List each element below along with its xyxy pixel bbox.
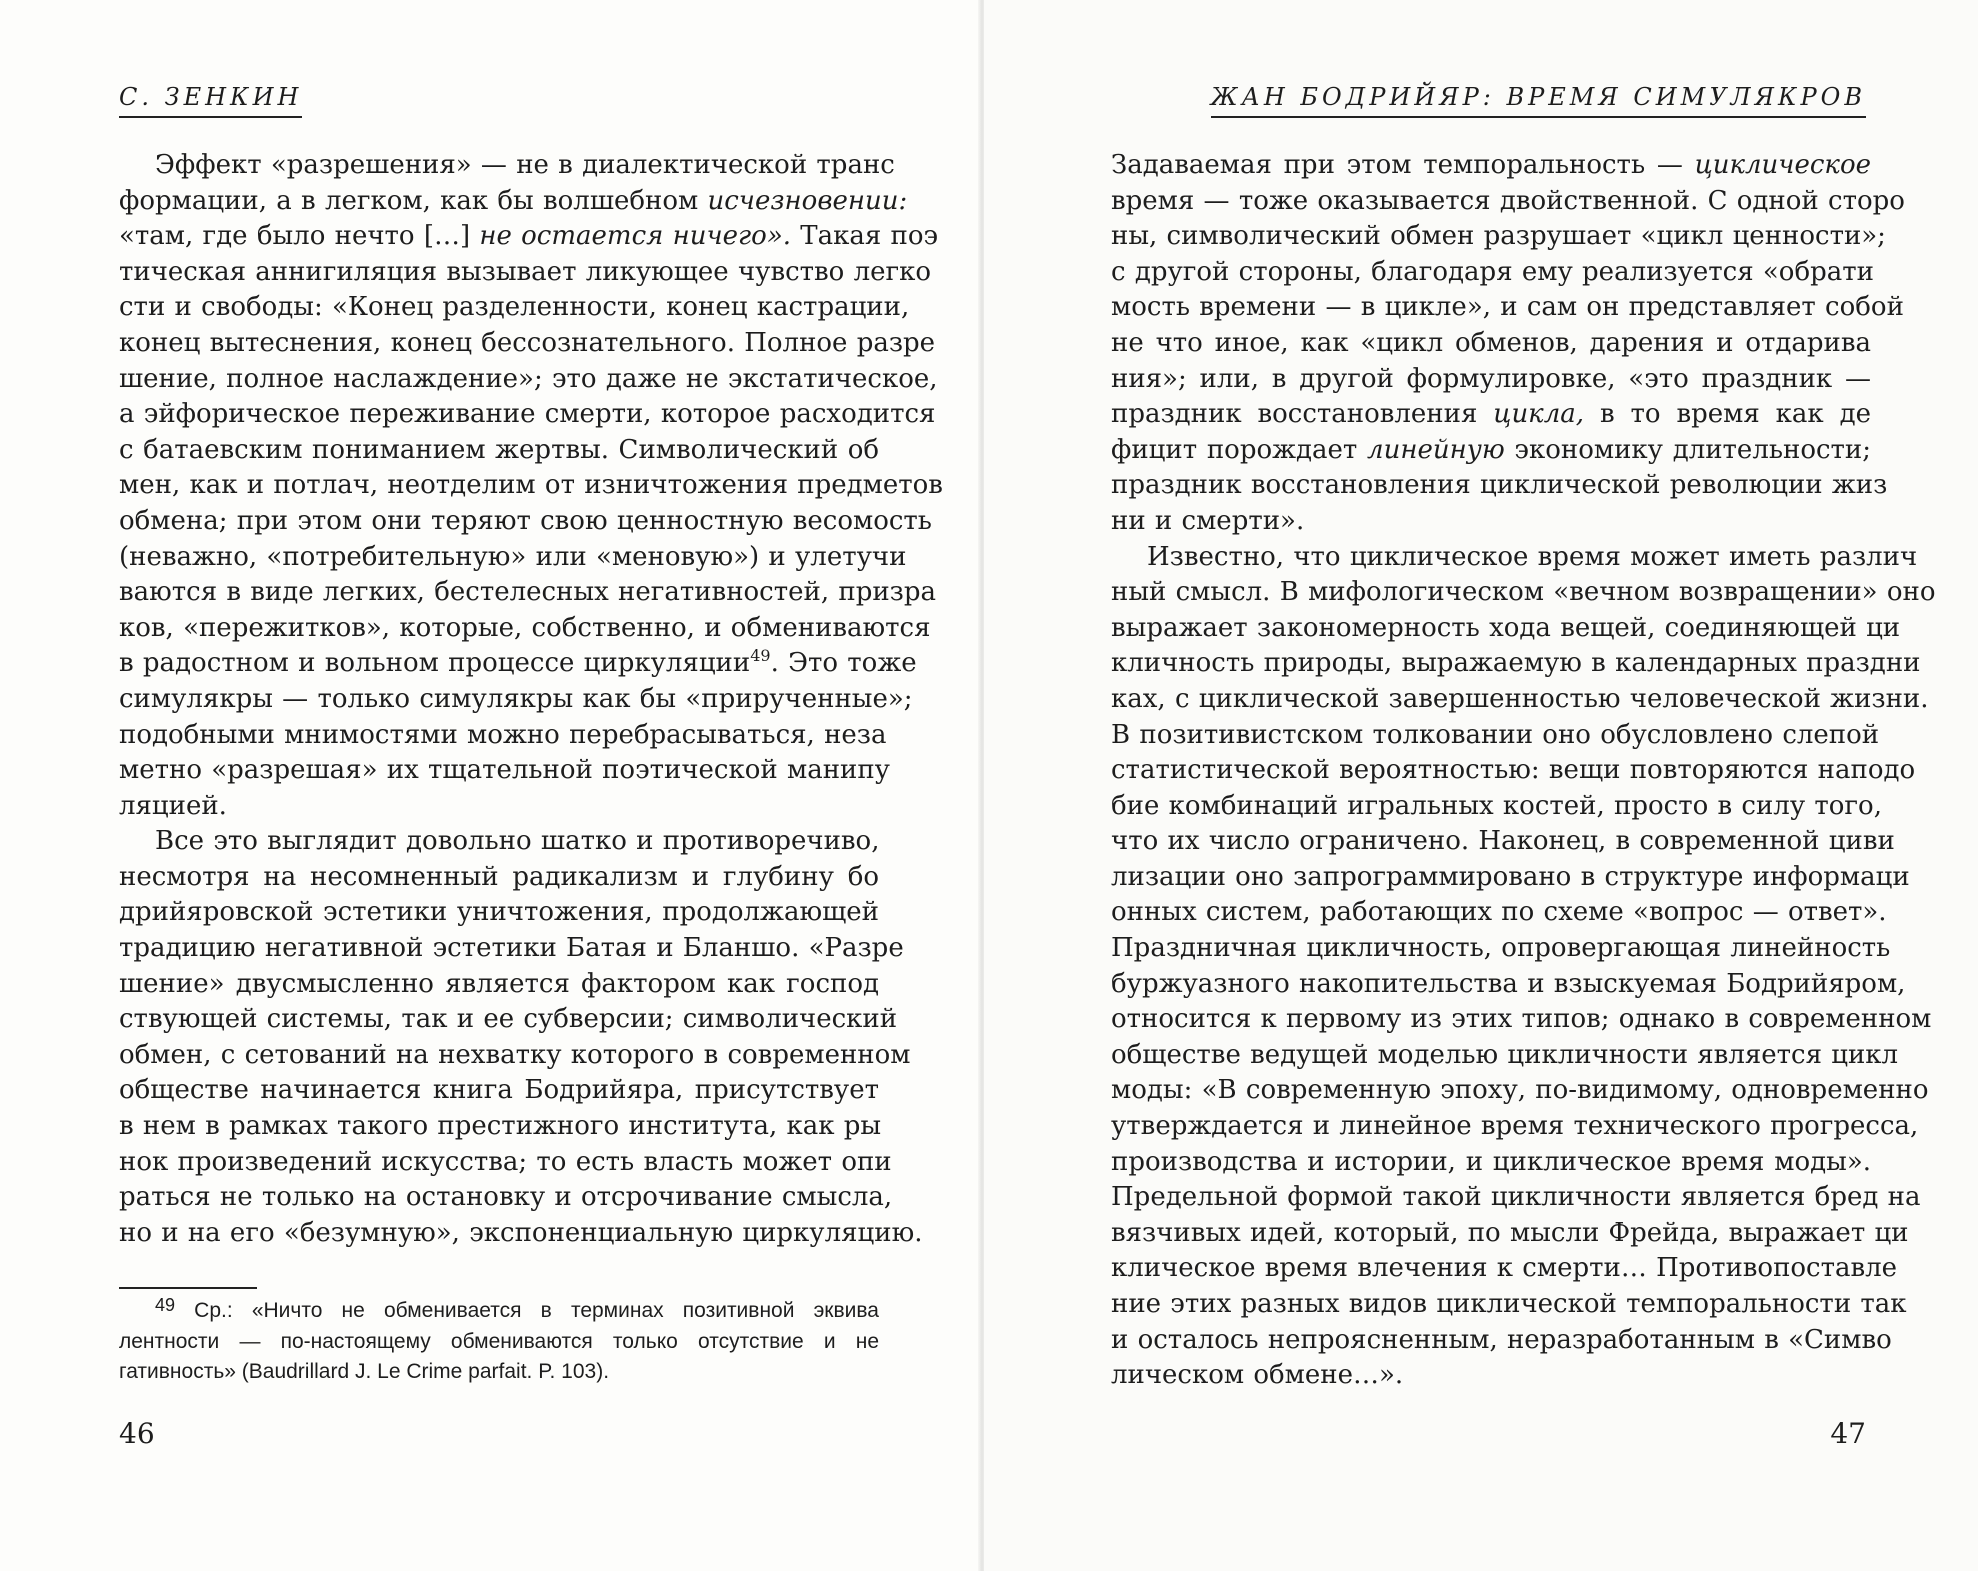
text-run: Все это выглядит довольно шатко и противоречиво, <box>155 826 880 857</box>
text-line <box>119 433 879 469</box>
text-run: ния»; или, в другой формулировке, «это праздник — <box>1111 363 1871 394</box>
text-run: гативность» (Baudrillard J. Le Crime parfait. P. 103). <box>119 1360 610 1383</box>
text-run: ляцией. <box>119 790 227 821</box>
text-run: ный смысл. В мифологическом «вечном возвращении» оно <box>1111 577 1936 608</box>
text-line <box>119 718 887 754</box>
text-run: ствующей системы, так и ее субверсии; символический <box>119 1004 898 1035</box>
left-page <box>0 0 982 1571</box>
running-head-title: ЖАН БОДРИЙЯР: ВРЕМЯ СИМУЛЯКРОВ <box>1211 80 1866 118</box>
text-run: формации, а в легком, как бы волшебном <box>119 185 708 216</box>
text-line <box>1111 1216 1909 1252</box>
text-run: относится к первому из этих типов; однако в современном <box>1111 1004 1932 1035</box>
text-run: Предельной формой такой цикличности является бред на <box>1111 1182 1921 1213</box>
text-run: не остается ничего». <box>479 221 792 252</box>
text-run: экономику длительности; <box>1504 434 1872 465</box>
text-run: ваются в виде легких, бестелесных негативностей, призра <box>119 577 936 608</box>
text-line <box>1111 1109 1919 1145</box>
text-run: Эффект «разрешения» — не в диалектической транс <box>155 150 895 180</box>
text-line <box>1111 718 1880 754</box>
text-line <box>119 1002 898 1038</box>
text-run: ках, с циклической завершенностью человеческой жизни. <box>1111 683 1929 714</box>
text-line <box>1111 1180 1921 1216</box>
text-line <box>1111 646 1921 682</box>
text-line <box>1111 184 1905 220</box>
text-run: лическом обмене…». <box>1111 1360 1404 1391</box>
text-line <box>1111 540 1918 576</box>
text-run: конец вытеснения, конец бессознательного. Полное разре <box>119 327 936 358</box>
text-line <box>1111 931 1891 967</box>
text-run: Праздничная цикличность, опровергающая линейность <box>1111 933 1891 964</box>
text-line <box>1111 397 1871 433</box>
text-run: шение, полное наслаждение»; это даже не экстатическое, <box>119 363 938 394</box>
text-run: праздник восстановления <box>1111 399 1494 430</box>
text-line <box>119 1357 879 1388</box>
text-line <box>1111 1073 1929 1109</box>
text-run: традицию негативной эстетики Батая и Бланшо. «Разре <box>119 933 904 964</box>
text-run: подобными мнимостями можно перебрасываться, неза <box>119 719 887 750</box>
text-run: Ср.: «Ничто не обменивается в терминах позитивной эквива <box>175 1299 879 1322</box>
text-line <box>1111 504 1871 540</box>
text-line <box>119 753 890 789</box>
text-run: ние этих разных видов циклической темпоральности так <box>1111 1289 1907 1319</box>
text-run: симулякры — только симулякры как бы «прирученные»; <box>119 683 913 714</box>
text-run: лентности — по-настоящему обмениваются только отсутствие и не <box>119 1329 879 1353</box>
text-line <box>1111 1038 1899 1074</box>
text-line <box>1111 575 1936 611</box>
text-line <box>119 1038 911 1074</box>
text-line <box>1111 290 1904 326</box>
running-head-author: С. ЗЕНКИН <box>119 80 302 118</box>
text-line <box>119 860 879 896</box>
text-run: мость времени — в цикле», и сам он представляет собой <box>1111 292 1904 323</box>
text-run: Такая поэ <box>791 221 939 252</box>
text-line <box>119 540 907 576</box>
text-run: клическое время влечения к смерти… Противопоставле <box>1111 1253 1898 1284</box>
text-run: «там, где было нечто […] <box>119 221 480 252</box>
text-run: дрийяровской эстетики уничтожения, продолжающей <box>119 897 879 928</box>
text-run: моды: «В современную эпоху, по-видимому, одновременно <box>1111 1075 1929 1106</box>
text-line <box>119 1296 879 1327</box>
text-line <box>1111 362 1871 398</box>
text-run: ни и смерти». <box>1111 505 1305 536</box>
left-body-text <box>119 148 943 1251</box>
text-run: и осталось непроясненным, неразработанным в «Симво <box>1111 1324 1892 1355</box>
text-line <box>119 397 936 433</box>
text-line <box>1111 1251 1898 1287</box>
text-run: ны, символический обмен разрушает «цикл ценности»; <box>1111 221 1886 252</box>
right-page <box>984 0 1978 1571</box>
text-run: обмена; при этом они теряют свою ценностную весомость <box>119 505 932 536</box>
text-run: линейную <box>1367 434 1505 465</box>
text-line <box>119 895 879 931</box>
footnote-ref: 49 <box>750 646 771 666</box>
text-line <box>119 824 879 860</box>
text-line <box>119 255 932 291</box>
text-run: . Это тоже <box>770 648 917 679</box>
text-line <box>119 646 917 682</box>
text-line <box>119 1073 879 1109</box>
right-body-text <box>1111 148 1936 1394</box>
text-run: с другой стороны, благодаря ему реализуется «обрати <box>1111 256 1874 287</box>
text-run: кличность природы, выражаемую в календарных праздни <box>1111 648 1921 679</box>
text-run: не что иное, как «цикл обменов, дарения и отдарива <box>1111 327 1871 358</box>
text-run: что их число ограничено. Наконец, в современной циви <box>1111 826 1895 857</box>
text-line <box>1111 824 1895 860</box>
text-run: Задаваемая при этом темпоральность — <box>1111 150 1695 180</box>
text-line <box>1111 1323 1892 1359</box>
page-number-right: 47 <box>1830 1417 1866 1450</box>
text-line <box>1111 611 1901 647</box>
text-run: циклическое <box>1694 150 1871 180</box>
text-run: бие комбинаций игральных костей, просто в силу того, <box>1111 790 1882 821</box>
text-line <box>119 468 943 504</box>
text-line <box>1111 255 1874 291</box>
text-line <box>119 931 904 967</box>
text-line <box>119 1180 893 1216</box>
text-run: несмотря на несомненный радикализм и глубину бо <box>119 861 879 892</box>
text-run: в радостном и вольном процессе циркуляции <box>119 648 751 679</box>
text-run: обществе ведущей моделью цикличности является цикл <box>1111 1039 1899 1070</box>
text-line <box>1111 433 1871 469</box>
text-line <box>1111 326 1871 362</box>
text-run: шение» двусмысленно является фактором как господ <box>119 968 879 999</box>
text-run: в нем в рамках такого престижного института, как ры <box>119 1111 882 1142</box>
text-run: Известно, что циклическое время может иметь различ <box>1147 541 1918 572</box>
text-run: вязчивых идей, который, по мысли Фрейда, выражает ци <box>1111 1217 1909 1248</box>
text-line <box>119 290 910 326</box>
text-run: статистической вероятностью: вещи повторяются наподо <box>1111 755 1916 786</box>
text-line <box>1111 895 1887 931</box>
page-number-left: 46 <box>119 1417 155 1450</box>
text-line <box>1111 1002 1932 1038</box>
text-run: буржуазного накопительства и взыскуемая Бодрийяром, <box>1111 968 1906 999</box>
text-run: производства и истории, и циклическое время моды». <box>1111 1146 1871 1177</box>
text-line <box>1111 967 1906 1003</box>
text-line <box>119 219 939 255</box>
text-run: ков, «пережитков», которые, собственно, и обмениваются <box>119 612 931 643</box>
text-run: тическая аннигиляция вызывает ликующее чувство легко <box>119 256 932 287</box>
text-line <box>119 362 938 398</box>
text-run: раться не только на остановку и отсрочивание смысла, <box>119 1182 893 1213</box>
text-run: с батаевским пониманием жертвы. Символический об <box>119 434 879 465</box>
text-line <box>1111 219 1886 255</box>
text-run: (неважно, «потребительную» или «меновую») и улетучи <box>119 541 907 572</box>
text-run: обмен, с сетований на нехватку которого в современном <box>119 1039 911 1070</box>
text-run: метно «разрешая» их тщательной поэтической манипу <box>119 755 890 786</box>
text-line <box>1111 1358 1871 1394</box>
text-line <box>1111 682 1929 718</box>
text-line <box>119 184 908 220</box>
text-run: В позитивистском толковании оно обусловлено слепой <box>1111 719 1880 750</box>
text-run: время — тоже оказывается двойственной. С одной сторо <box>1111 185 1905 216</box>
text-line <box>1111 1287 1907 1323</box>
text-line <box>119 682 913 718</box>
text-run: но и на его «безумную», экспоненциальную циркуляцию. <box>119 1217 923 1248</box>
footnote-49 <box>119 1296 879 1388</box>
text-line <box>119 789 879 825</box>
text-line <box>119 1327 879 1358</box>
text-line <box>1111 1145 1871 1181</box>
text-run: онных систем, работающих по схеме «вопрос — ответ». <box>1111 897 1887 928</box>
text-line <box>119 504 932 540</box>
text-run: сти и свободы: «Конец разделенности, конец кастрации, <box>119 292 910 323</box>
text-line <box>1111 753 1916 789</box>
text-run: фицит порождает <box>1111 434 1368 465</box>
text-line <box>1111 468 1888 504</box>
footnote-ref: 49 <box>155 1295 176 1315</box>
text-run: выражает закономерность хода вещей, соединяющей ци <box>1111 612 1901 643</box>
text-run: утверждается и линейное время технического прогресса, <box>1111 1111 1919 1142</box>
text-line <box>1111 148 1871 184</box>
text-line <box>119 326 936 362</box>
text-line <box>119 575 936 611</box>
text-run: лизации оно запрограммировано в структуре информаци <box>1111 861 1910 892</box>
text-run: праздник восстановления циклической революции жиз <box>1111 470 1888 501</box>
text-line <box>119 1145 892 1181</box>
text-line <box>1111 860 1910 896</box>
text-line <box>119 967 879 1003</box>
text-line <box>119 1109 882 1145</box>
text-run: цикла, <box>1493 399 1585 430</box>
text-run: мен, как и потлач, неотделим от изничтожения предметов <box>119 470 943 501</box>
text-run: обществе начинается книга Бодрийяра, присутствует <box>119 1075 879 1106</box>
text-run: исчезновении: <box>707 185 908 216</box>
text-run: в то время как де <box>1584 399 1871 430</box>
text-run: нок произведений искусства; то есть власть может опи <box>119 1146 892 1177</box>
text-line <box>119 1216 923 1252</box>
text-line <box>119 611 931 647</box>
text-run: а эйфорическое переживание смерти, которое расходится <box>119 399 936 430</box>
text-line <box>1111 789 1882 825</box>
text-line <box>119 148 895 184</box>
footnote-rule <box>119 1287 257 1289</box>
